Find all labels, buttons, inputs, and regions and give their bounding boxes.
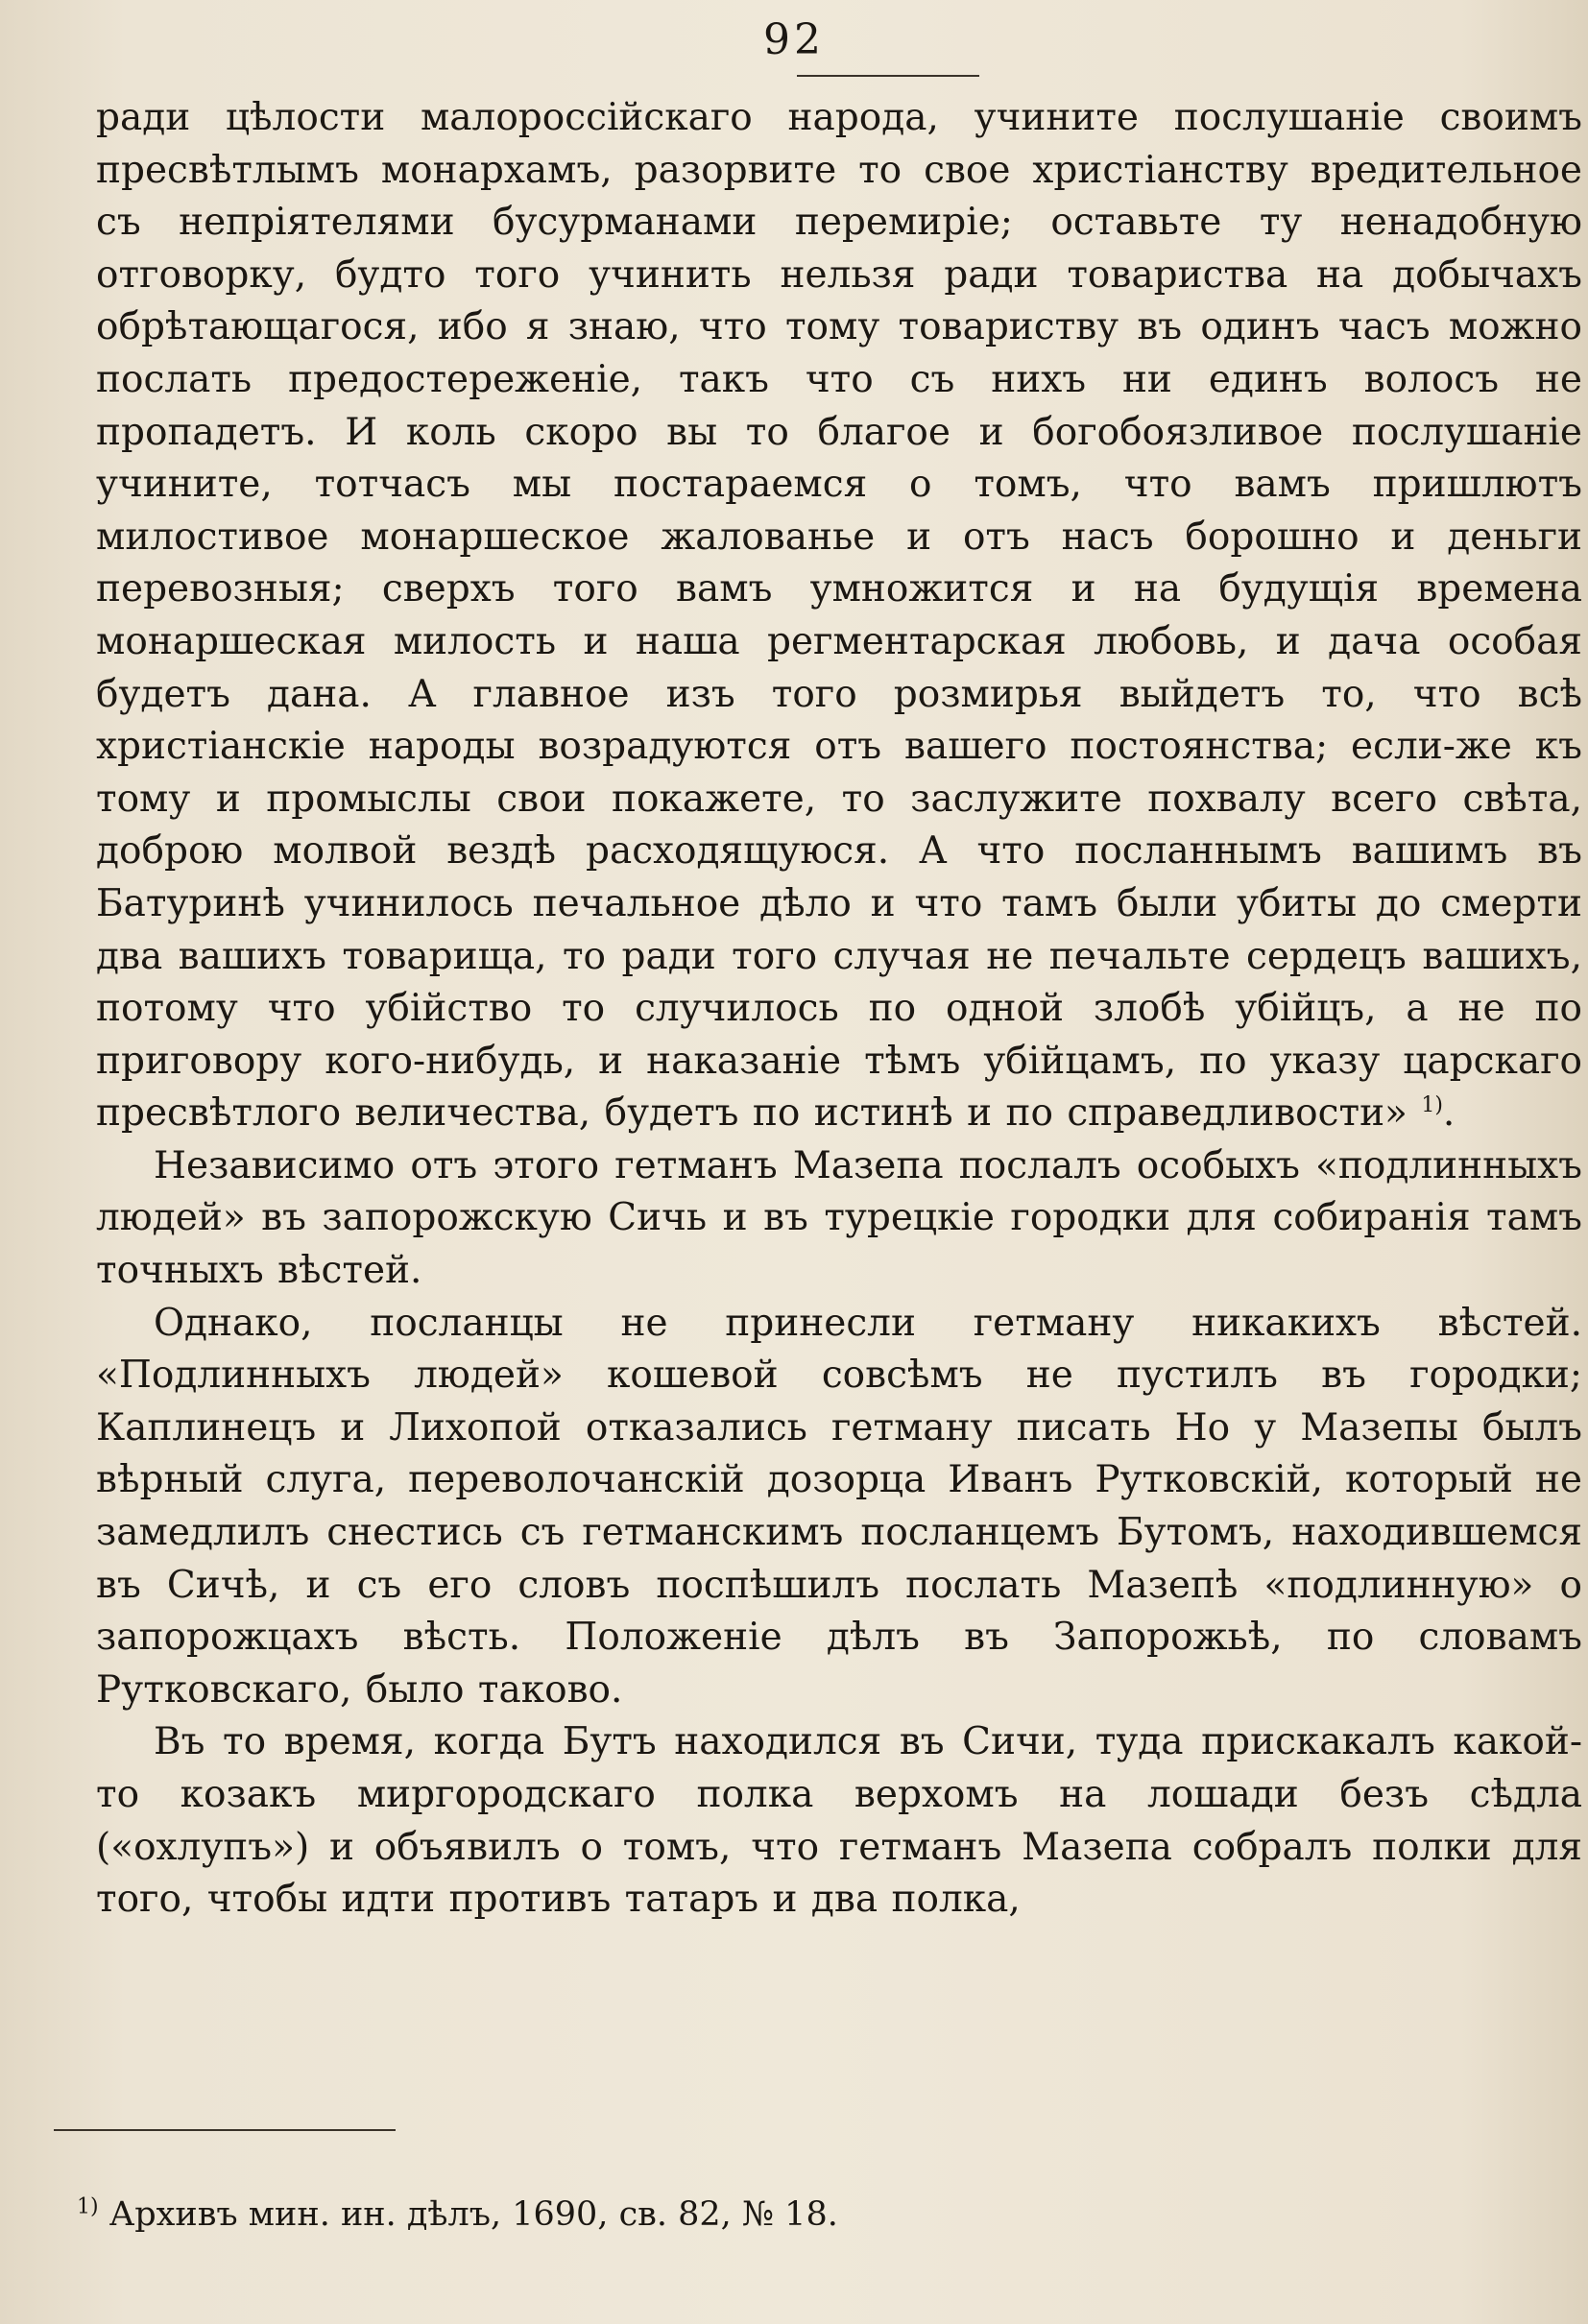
footnote-rule [54,2129,396,2131]
paragraph-3: Однако, посланцы не принесли гетману никакихъ вѣстей. «Подлинныхъ людей» кошевой совсѣмъ не пустилъ въ городки; Каплинецъ и Лихопой отказались гетману писать Но у Мазепы былъ вѣрный слуга, переволочанскій дозорца Иванъ Рутковскій, который не замедлилъ снестись съ гетманскимъ посланцемъ Бутомъ, находившемся въ Сичѣ, и съ его словъ поспѣшилъ послать Мазепѣ «подлинную» о запорожцахъ вѣсть. Положеніе дѣлъ въ Запорожьѣ, по словамъ Рутковскаго, было таково. [96,1301,1582,1712]
paragraph-1-end: . [1442,1091,1456,1136]
footnote-marker: 1) [77,2194,99,2219]
footnote-text: Архивъ мин. ин. дѣлъ, 1690, св. 82, № 18. [108,2195,838,2234]
footnote-reference-number: 1 [1421,1093,1435,1118]
footnote [77,2192,1517,2237]
paragraph-4: Въ то время, когда Бутъ находился въ Сичи, туда прискакалъ какой-то козакъ миргородскаго полка верхомъ на лошади безъ сѣдла («охлупъ») и объявилъ о томъ, что гетманъ Мазепа собралъ полки для того, чтобы идти противъ татаръ и два полка, [96,1720,1582,1922]
header-rule [797,75,979,77]
footnote-marker-number: 1 [77,2194,90,2219]
page-number: 92 [763,15,825,64]
footnote-reference: 1) [1421,1093,1443,1118]
paragraph-1-text: ради цѣлости малороссійскаго народа, учините послушаніе своимъ пресвѣтлымъ монархамъ, разорвите то свое христіанству вредительное съ непріятелями бусурманами перемиріе; оставьте ту ненадобную отговорку, будто того учинить нельзя ради товариства на добычахъ обрѣтающагося, ибо я знаю, что тому товариству въ одинъ часъ можно послать предостереженіе, такъ что съ нихъ ни единъ волосъ не пропадетъ. И коль скоро вы то благое и богобоязливое послушаніе учините, тотчасъ мы постараемся о томъ, что вамъ пришлютъ милостивое монаршеское жалованье и отъ насъ борошно и деньги перевозныя; сверхъ того вамъ умножится и на будущія времена монаршеская милость и наша регментарская любовь, и дача особая будетъ дана. А главное изъ того розмирья выйдетъ то, что всѣ христіанскіе народы возрадуются отъ вашего постоянства; если-же къ тому и промыслы свои покажете, то заслужите похвалу всего свѣта, доброю молвой вездѣ расходящуюся. А что посланнымъ вашимъ въ Батуринѣ учинилось печальное дѣло и что тамъ были убиты до смерти два вашихъ товарища, то ради того случая не печальте сердецъ вашихъ, потому что убійство то случилось по одной злобѣ убійцъ, а не по приговору кого-нибудь, и наказаніе тѣмъ убійцамъ, по указу царскаго пресвѣтлого величества, будетъ по истинѣ и по справедливости» [96,96,1582,1136]
paragraph-2: Независимо отъ этого гетманъ Мазепа послалъ особыхъ «подлинныхъ людей» въ запорожскую Сичь и въ турецкіе городки для собиранія тамъ точныхъ вѣстей. [96,1143,1582,1293]
body-text [96,92,1588,2022]
paragraph-1 [96,92,1582,1140]
